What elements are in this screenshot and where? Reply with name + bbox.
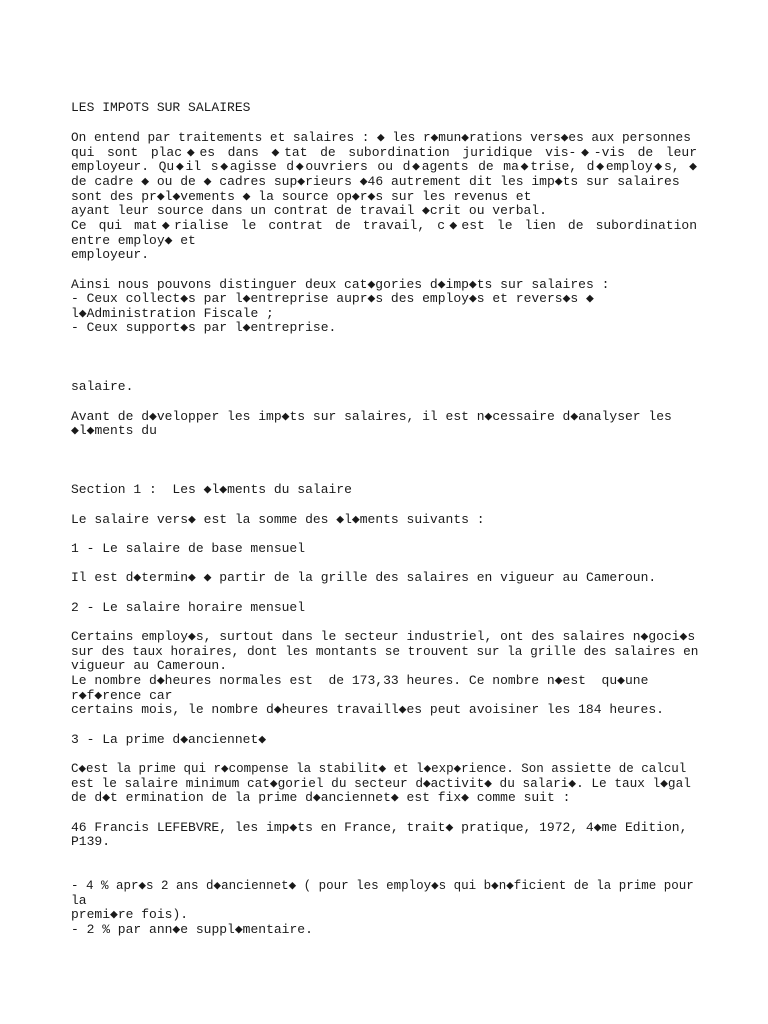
footnote-line: 46 Francis LEFEBVRE, les imp◆ts en France, trait◆ pratique, 1972, 4◆me Edition,: [71, 820, 688, 835]
section-intro: Le salaire vers◆ est la somme des ◆l◆ments suivants :: [71, 512, 485, 527]
item2-line: Certains employ◆s, surtout dans le secteur industriel, ont des salaires n◆goci◆s: [71, 629, 696, 644]
item2-line: sur des taux horaires, dont les montants se trouvent sur la grille des salaires en: [71, 644, 699, 659]
item2-heading: 2 - Le salaire horaire mensuel: [71, 600, 306, 615]
avant-line: ◆l◆ments du: [71, 423, 157, 438]
intro-line: Ce qui mat◆rialise le contrat de travail, c◆est le lien de subordination: [71, 218, 697, 233]
item2-line: r◆f◆rence car: [71, 688, 173, 703]
intro-line: qui sont plac◆es dans ◆tat de subordination juridique vis-◆-vis de leur: [71, 145, 697, 160]
item3-heading: 3 - La prime d◆anciennet◆: [71, 732, 267, 747]
bullet-line: - 2 % par ann◆e suppl◆mentaire.: [71, 922, 313, 937]
item2-line: vigueur au Cameroun.: [71, 658, 228, 673]
document-title: LES IMPOTS SUR SALAIRES: [71, 100, 251, 115]
intro-line: On entend par traitements et salaires : ◆ les r◆mun◆rations vers◆es aux personnes: [71, 130, 691, 145]
intro-line: entre employ◆ et: [71, 233, 196, 248]
item2-line: Le nombre d◆heures normales est de 173,33 heures. Ce nombre n◆est qu◆une: [71, 673, 649, 688]
avant-line: Avant de d◆velopper les imp◆ts sur salaires, il est n◆cessaire d◆analyser les: [71, 409, 672, 424]
distinguish-line: l◆Administration Fiscale ;: [71, 306, 274, 321]
bullet-line: premi◆re fois).: [71, 907, 189, 922]
intro-line: de cadre ◆ ou de ◆ cadres sup◆rieurs ◆46 autrement dit les imp◆ts sur salaires: [71, 174, 680, 189]
intro-line: employeur. Qu◆il s◆agisse d◆ouvriers ou d◆agents de ma◆trise, d◆employ◆s, ◆: [71, 159, 697, 174]
distinguish-line: Ainsi nous pouvons distinguer deux cat◆gories d◆imp◆ts sur salaires :: [71, 277, 610, 292]
item1-heading: 1 - Le salaire de base mensuel: [71, 541, 306, 556]
item3-line: de d◆t ermination de la prime d◆anciennet◆ est fix◆ comme suit :: [71, 790, 571, 805]
item3-line: est le salaire minimum cat◆goriel du secteur d◆activit◆ du salari◆. Le taux l◆gal: [71, 776, 691, 791]
item2-line: certains mois, le nombre d◆heures travaill◆es peut avoisiner les 184 heures.: [71, 702, 664, 717]
intro-line: ayant leur source dans un contrat de travail ◆crit ou verbal.: [71, 203, 547, 218]
bullet-line: la: [71, 893, 87, 908]
section-heading: Section 1 : Les ◆l◆ments du salaire: [71, 482, 352, 497]
distinguish-line: - Ceux support◆s par l◆entreprise.: [71, 320, 337, 335]
intro-line: sont des pr◆l◆vements ◆ la source op◆r◆s sur les revenus et: [71, 189, 532, 204]
intro-line: employeur.: [71, 247, 150, 262]
item1-text: Il est d◆termin◆ ◆ partir de la grille des salaires en vigueur au Cameroun.: [71, 570, 657, 585]
bullet-line: - 4 % apr◆s 2 ans d◆anciennet◆ ( pour les employ◆s qui b◆n◆ficient de la prime pour: [71, 879, 694, 893]
distinguish-line: - Ceux collect◆s par l◆entreprise aupr◆s des employ◆s et revers◆s ◆: [71, 291, 594, 306]
footnote-line: P139.: [71, 834, 111, 849]
salaire-line: salaire.: [71, 379, 134, 394]
item3-line: C◆est la prime qui r◆compense la stabilit◆ et l◆exp◆rience. Son assiette de calcul: [71, 762, 687, 776]
